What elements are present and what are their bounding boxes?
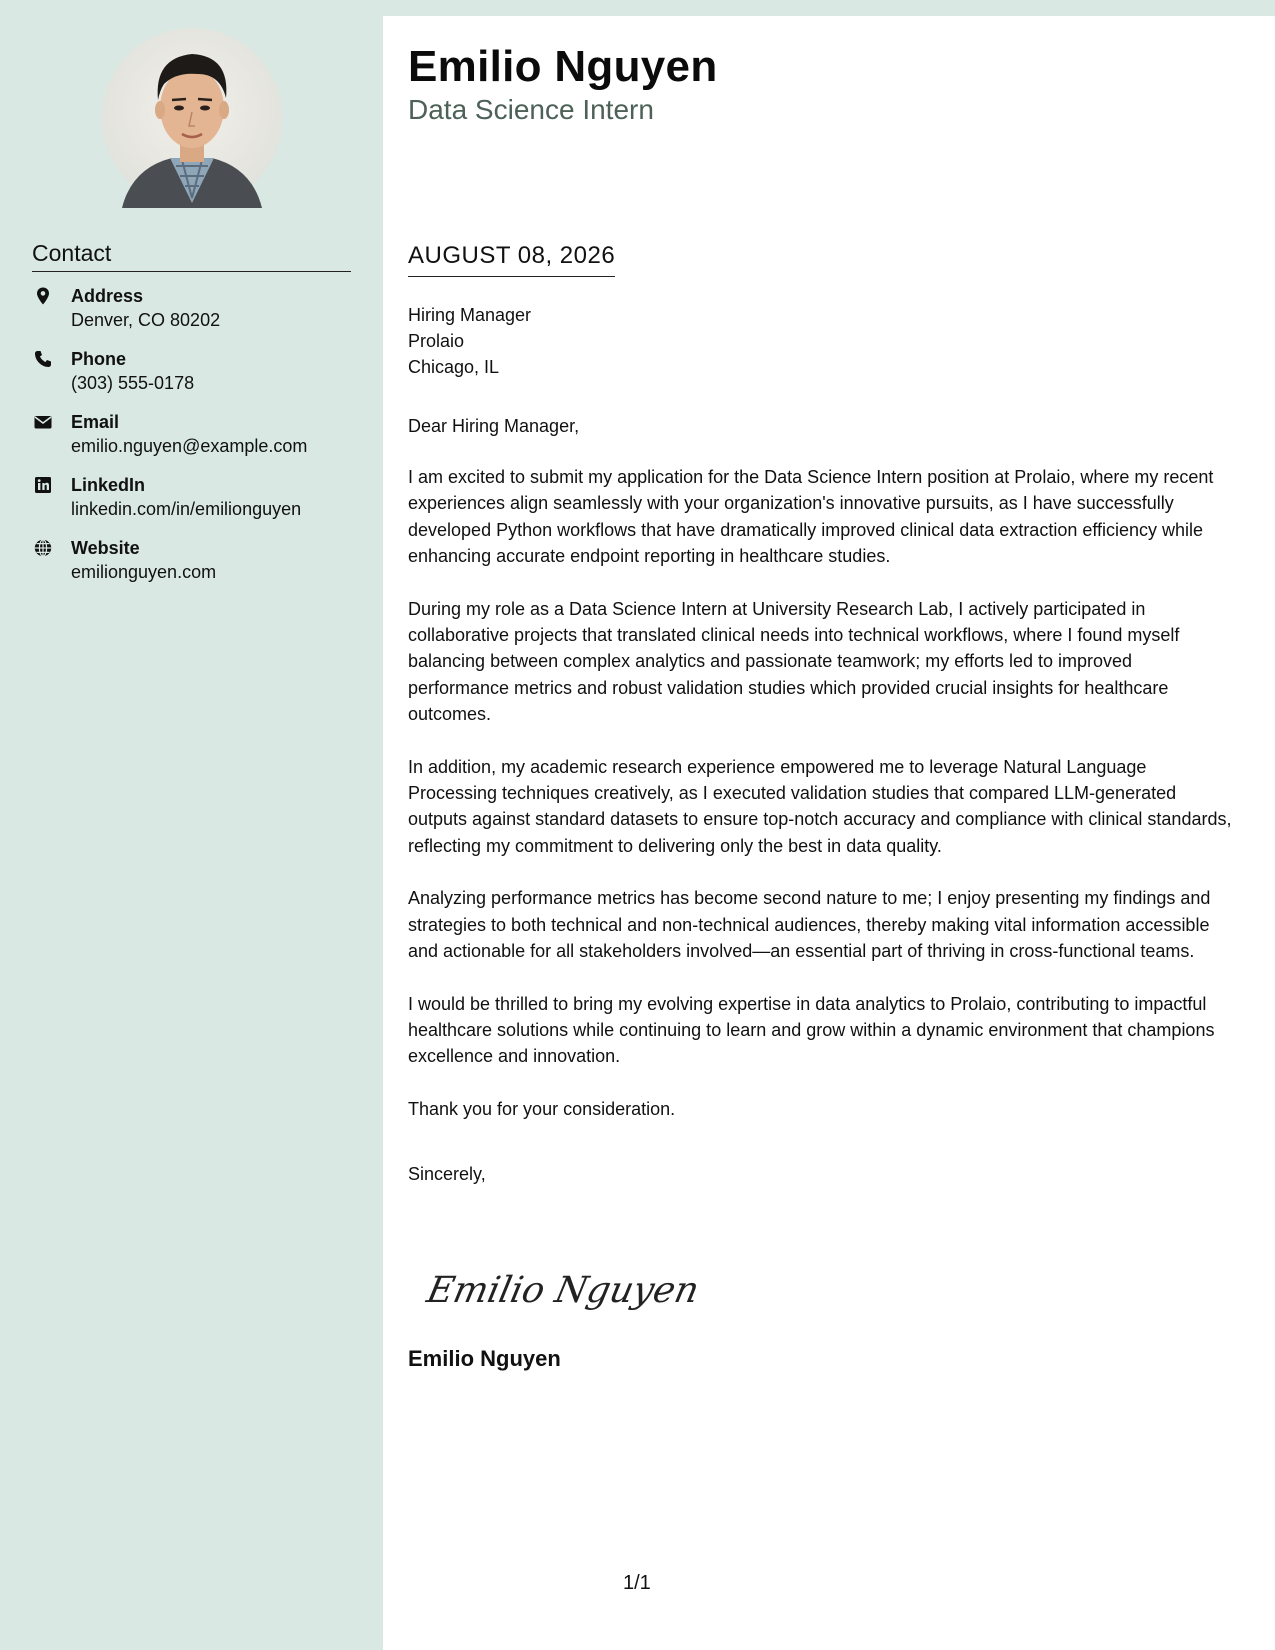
body-paragraph: I would be thrilled to bring my evolving expertise in data analytics to Prolaio, contributing to impactful healthcare solutions while continuing to learn and grow within a dynamic environment that champions excellence and innovation.	[408, 993, 1215, 1067]
signed-name: Emilio Nguyen	[408, 1346, 561, 1371]
recipient-line: Prolaio	[408, 331, 465, 351]
profile-photo	[102, 28, 282, 208]
body-paragraph: In addition, my academic research experience empowered me to leverage Natural Language Processing techniques creatively, as I executed validation studies that compared LLM-generated outputs against standard datasets to ensure top-notch accuracy and compliance with clinical standards, reflecting my commitment to delivering only the best in data quality.	[408, 756, 1232, 856]
sidebar	[0, 0, 383, 1650]
applicant-name: Emilio Nguyen	[408, 42, 718, 91]
address-label: Address	[71, 286, 144, 306]
signature-text: Emilio Nguyen	[423, 1268, 703, 1311]
phone-value: (303) 555-0178	[71, 373, 195, 393]
body-paragraph: I am excited to submit my application for the Data Science Intern position at Prolaio, where my recent experiences align seamlessly with your organization's innovative pursuits, as I have successfully developed Python workflows that have dramatically improved clinical data extraction efficiency while enhancing accurate endpoint reporting in healthcare studies.	[408, 467, 1214, 567]
body-paragraph: Analyzing performance metrics has become second nature to me; I enjoy presenting my findings and strategies to both technical and non-technical audiences, thereby making vital information accessible and actionable for all stakeholders involved—an essential part of thriving in cross-functional teams.	[408, 888, 1211, 962]
body-paragraph: During my role as a Data Science Intern at University Research Lab, I actively participated in collaborative projects that translated clinical needs into technical workflows, where I found myself balancing between complex analytics and passionate teamwork; my efforts led to improved performance metrics and robust validation studies which provided crucial insights for healthcare outcomes.	[408, 598, 1180, 725]
globe-icon	[33, 538, 53, 558]
website-value[interactable]: emilionguyen.com	[71, 562, 217, 582]
contact-phone	[32, 347, 362, 410]
linkedin-icon	[33, 475, 53, 495]
salutation: Dear Hiring Manager,	[408, 416, 580, 436]
recipient-line: Hiring Manager	[408, 305, 532, 325]
phone-label: Phone	[71, 349, 127, 369]
recipient-block	[408, 302, 531, 380]
contact-linkedin	[32, 473, 362, 536]
linkedin-label: LinkedIn	[71, 475, 146, 495]
handwritten-signature	[423, 1256, 703, 1326]
envelope-icon	[33, 412, 53, 432]
linkedin-value[interactable]: linkedin.com/in/emilionguyen	[71, 499, 302, 519]
letter-main	[383, 16, 1275, 1650]
email-label: Email	[71, 412, 120, 432]
contact-list	[32, 284, 362, 599]
portrait-image	[102, 28, 282, 208]
page-number: 1/1	[623, 1572, 651, 1594]
letter-date: AUGUST 08, 2026	[408, 242, 615, 277]
body-paragraph: Thank you for your consideration.	[408, 1098, 676, 1119]
recipient-line: Chicago, IL	[408, 357, 500, 377]
contact-heading: Contact	[32, 240, 351, 272]
website-label: Website	[71, 538, 140, 558]
email-value[interactable]: emilio.nguyen@example.com	[71, 436, 308, 456]
address-value: Denver, CO 80202	[71, 310, 221, 330]
contact-address	[32, 284, 362, 347]
phone-icon	[33, 349, 53, 369]
applicant-title: Data Science Intern	[408, 94, 654, 125]
map-pin-icon	[33, 286, 53, 306]
contact-website	[32, 536, 362, 599]
letter-body	[408, 464, 1238, 1148]
contact-email	[32, 410, 362, 473]
closing: Sincerely,	[408, 1164, 486, 1184]
